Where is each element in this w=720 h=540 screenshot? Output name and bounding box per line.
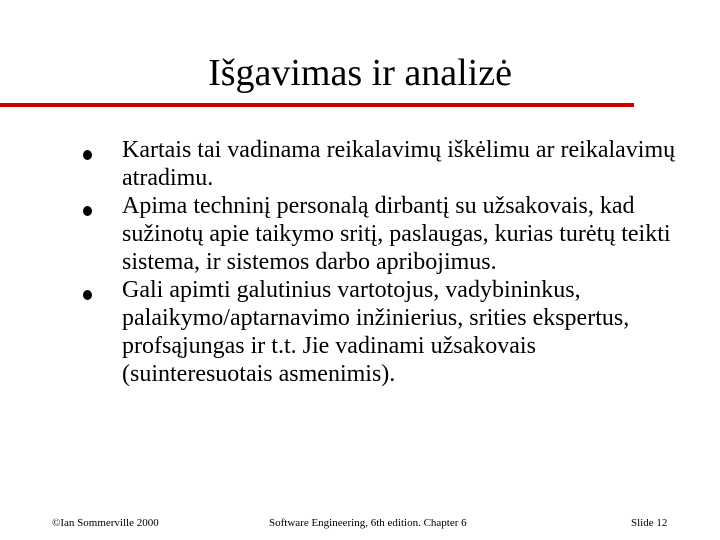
footer-slide-number: Slide 12 xyxy=(631,517,668,529)
bullet-dot-icon xyxy=(83,150,92,160)
bullet-text: Gali apimti galutinius vartotojus, vadybininkus, palaikymo/aptarnavimo inžinierius, srities ekspertus, profsąjungas ir t.t. Jie vadinami užsakovais (suinteresuotais asmenimis). xyxy=(122,277,630,387)
slide-title: Išgavimas ir analizė xyxy=(208,52,512,94)
bullet-text: Apima techninį personalą dirbantį su užsakovais, kad sužinotų apie taikymo sritį, paslaugas, kurias turėtų teikti sistema, ir sistemos darbo apribojimus. xyxy=(122,193,671,275)
title-underline xyxy=(0,103,634,107)
bullet-item xyxy=(0,192,682,276)
bullet-item xyxy=(0,276,682,388)
footer-copyright: ©Ian Sommerville 2000 xyxy=(52,517,159,529)
bullet-list xyxy=(0,136,720,388)
bullet-text: Kartais tai vadinama reikalavimų iškėlimu ar reikalavimų atradimu. xyxy=(122,137,676,191)
footer-book-title: Software Engineering, 6th edition. Chapter 6 xyxy=(269,517,467,529)
bullet-dot-icon xyxy=(83,290,92,300)
bullet-dot-icon xyxy=(83,206,92,216)
bullet-item xyxy=(0,136,682,192)
